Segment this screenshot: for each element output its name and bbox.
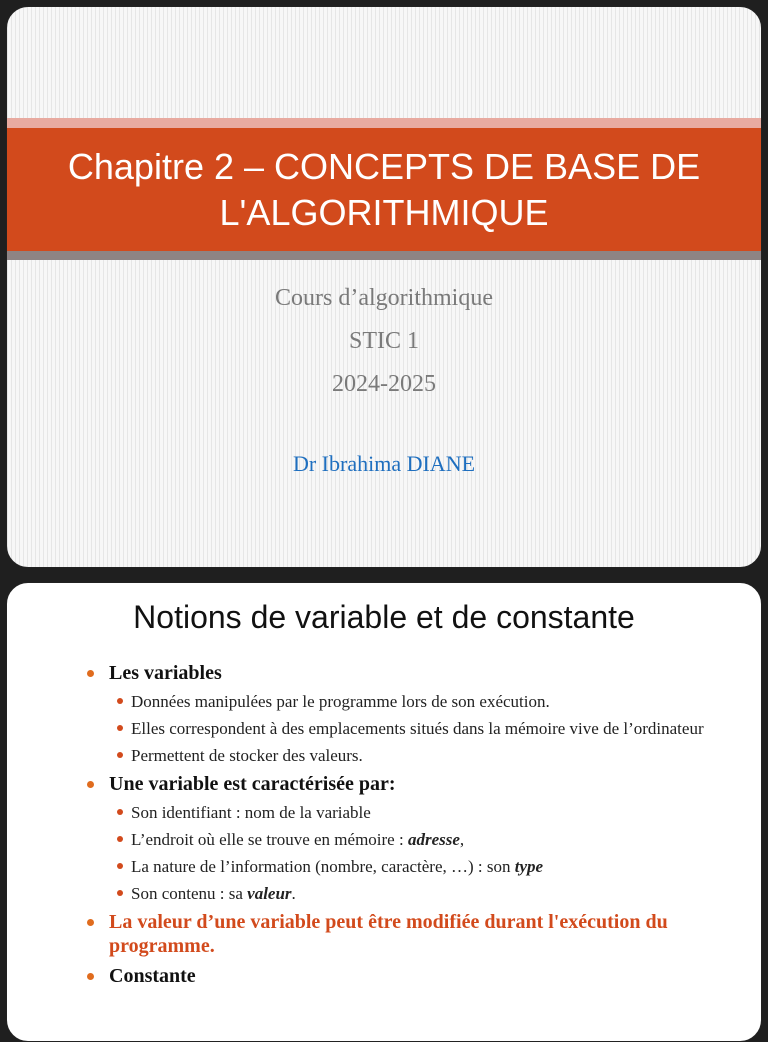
- list-item-text: Permettent de stocker des valeurs.: [131, 746, 363, 765]
- bullet-icon: [87, 973, 94, 980]
- list-item: [7, 856, 761, 877]
- emphasized-term: type: [514, 857, 544, 876]
- section-heading-constant: Constante: [109, 965, 196, 987]
- slide-title: Chapitre 2 – CONCEPTS DE BASE DE L'ALGORITHMIQUE: [67, 145, 701, 233]
- list-item-text: Données manipulées par le programme lors de son exécution.: [131, 692, 550, 711]
- title-band-top-stripe: [7, 118, 761, 128]
- list-item: [7, 691, 761, 712]
- list-item-text: Elles correspondent à des emplacements situés dans la mémoire vive de l’ordinateur: [131, 719, 704, 738]
- list-item-text: La nature de l’information (nombre, caractère, …) : son: [131, 857, 515, 876]
- academic-year: 2024-2025: [332, 371, 436, 397]
- section-heading-variables: Les variables: [109, 662, 222, 684]
- content-slide: [6, 582, 762, 1042]
- list-item: [7, 661, 761, 685]
- bullet-icon: [87, 919, 94, 926]
- bullet-icon: [117, 836, 123, 842]
- list-item-suffix: .: [291, 884, 296, 903]
- content-slide-title: Notions de variable et de constante: [133, 599, 635, 635]
- list-item: [7, 718, 761, 739]
- bullet-icon: [117, 890, 123, 896]
- list-item: [7, 964, 761, 988]
- highlight-note: La valeur d’une variable peut être modifiée durant l'exécution du programme.: [109, 911, 668, 957]
- bullet-icon: [117, 863, 123, 869]
- list-item-text: L’endroit où elle se trouve en mémoire :: [131, 830, 408, 849]
- list-item: [7, 910, 761, 958]
- bullet-list: [7, 661, 761, 994]
- class-name: STIC 1: [348, 328, 419, 354]
- list-item-suffix: ,: [459, 830, 465, 849]
- subtitle-block: [7, 277, 761, 406]
- bullet-icon: [117, 809, 123, 815]
- emphasized-term: valeur: [247, 884, 292, 903]
- list-item: [7, 772, 761, 796]
- bullet-icon: [87, 670, 94, 677]
- section-heading-characteristics: Une variable est caractérisée par:: [109, 773, 396, 795]
- bullet-icon: [117, 725, 123, 731]
- emphasized-term: adresse: [407, 830, 460, 849]
- bullet-icon: [117, 698, 123, 704]
- list-item: [7, 802, 761, 823]
- list-item: [7, 883, 761, 904]
- list-item: [7, 829, 761, 850]
- bullet-icon: [87, 781, 94, 788]
- course-name: Cours d’algorithmique: [275, 285, 493, 311]
- list-item-text: Son contenu : sa: [131, 884, 248, 903]
- title-slide: [6, 6, 762, 568]
- list-item-text: Son identifiant : nom de la variable: [131, 803, 371, 822]
- title-band-bottom-stripe: [7, 251, 761, 260]
- list-item: [7, 745, 761, 766]
- author-name: Dr Ibrahima DIANE: [292, 451, 476, 476]
- title-band: [7, 128, 761, 251]
- bullet-icon: [117, 752, 123, 758]
